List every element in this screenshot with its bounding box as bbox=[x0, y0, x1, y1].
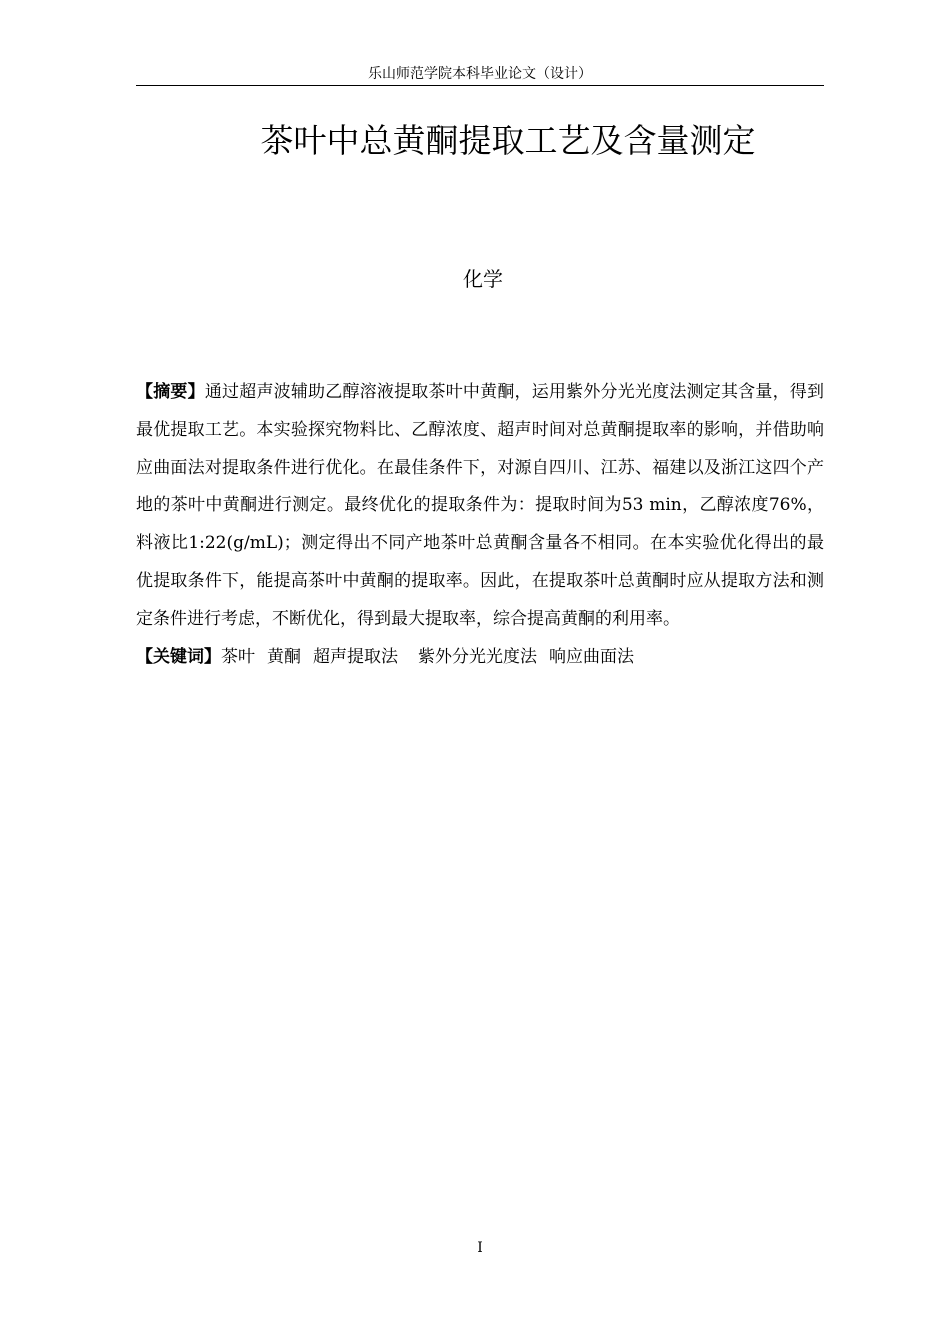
running-header bbox=[136, 63, 824, 86]
abstract-section bbox=[136, 374, 824, 676]
keyword-item: 响应曲面法 bbox=[549, 646, 634, 667]
keyword-item: 超声提取法 bbox=[313, 646, 398, 667]
abstract-label: 【摘要】 bbox=[136, 382, 205, 402]
running-header-text: 乐山师范学院本科毕业论文（设计） bbox=[368, 66, 592, 82]
keyword-item: 茶叶 bbox=[221, 646, 255, 667]
page-number: I bbox=[477, 1240, 483, 1256]
abstract-paragraph bbox=[136, 374, 824, 639]
keywords-label: 【关键词】 bbox=[136, 646, 221, 667]
keywords-paragraph bbox=[136, 639, 824, 677]
keyword-item: 黄酮 bbox=[267, 646, 301, 667]
subject-label: 化学 bbox=[463, 267, 503, 291]
abstract-text: 通过超声波辅助乙醇溶液提取茶叶中黄酮，运用紫外分光光度法测定其含量，得到最优提取工艺。本实验探究物料比、乙醇浓度、超声时间对总黄酮提取率的影响，并借助响应曲面法对提取条件进行优化。在最佳条件下，对源自四川、江苏、福建以及浙江这四个产地的茶叶中黄酮进行测定。最终优化的提取条件为：提取时间为53 min，乙醇浓度76%，料液比1:22(g/mL)；测定得出不同产地茶叶总黄酮含量各不相同。在本实验优化得出的最优提取条件下，能提高茶叶中黄酮的提取率。因此，在提取茶叶总黄酮时应从提取方法和测定条件进行考虑，不断优化，得到最大提取率，综合提高黄酮的利用率。 bbox=[136, 382, 825, 629]
paper-title: 茶叶中总黄酮提取工艺及含量测定 bbox=[260, 121, 756, 160]
keyword-item: 紫外分光光度法 bbox=[418, 646, 537, 667]
